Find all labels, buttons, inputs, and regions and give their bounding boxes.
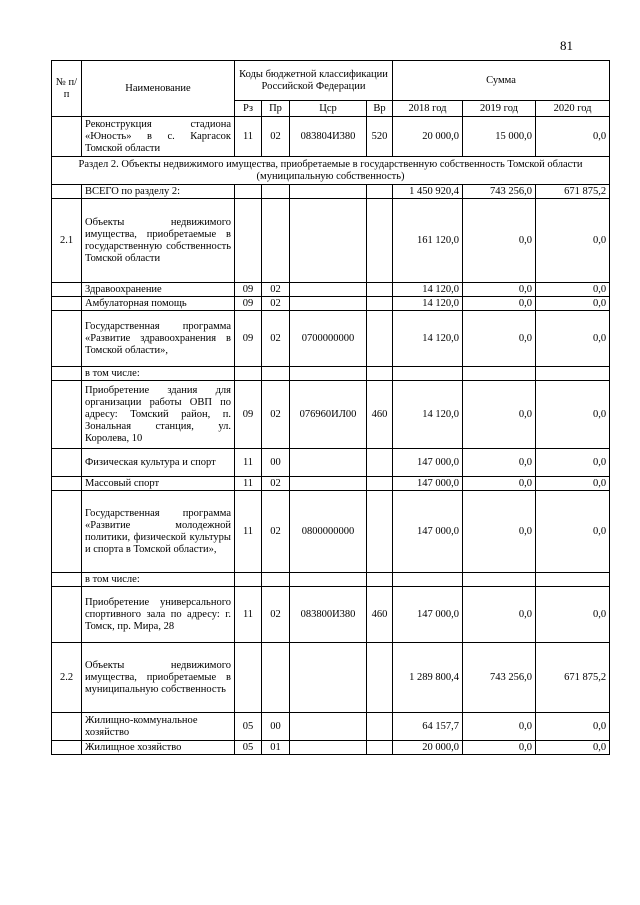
cell-csr bbox=[290, 297, 367, 311]
cell-name: Государственная программа «Развитие молодежной политики, физической культуры и спорта в Томской области», bbox=[82, 491, 235, 573]
cell-vr bbox=[367, 367, 393, 381]
cell-csr bbox=[290, 573, 367, 587]
header-codes: Коды бюджетной классификации Российской Федерации bbox=[235, 61, 393, 101]
cell-pr: 02 bbox=[262, 491, 290, 573]
cell-vr bbox=[367, 283, 393, 297]
cell-name: Физическая культура и спорт bbox=[82, 449, 235, 477]
cell-2018: 147 000,0 bbox=[393, 491, 463, 573]
cell-vr bbox=[367, 477, 393, 491]
cell-vr: 460 bbox=[367, 381, 393, 449]
cell-vr bbox=[367, 297, 393, 311]
cell-pr bbox=[262, 367, 290, 381]
header-row bbox=[52, 61, 610, 101]
cell-rz: 09 bbox=[235, 311, 262, 367]
cell-rz bbox=[235, 199, 262, 283]
header-2018: 2018 год bbox=[393, 101, 463, 117]
cell-2018: 147 000,0 bbox=[393, 587, 463, 643]
table-row bbox=[52, 367, 610, 381]
cell-2018: 14 120,0 bbox=[393, 381, 463, 449]
cell-2020 bbox=[536, 367, 610, 381]
cell-2018: 14 120,0 bbox=[393, 283, 463, 297]
cell-2019 bbox=[463, 573, 536, 587]
header-name: Наименование bbox=[82, 61, 235, 117]
header-sum: Сумма bbox=[393, 61, 610, 101]
table-row bbox=[52, 381, 610, 449]
cell-name: Амбулаторная помощь bbox=[82, 297, 235, 311]
cell-csr: 076960ИЛ00 bbox=[290, 381, 367, 449]
budget-table bbox=[51, 60, 610, 755]
cell-vr: 460 bbox=[367, 587, 393, 643]
cell-num bbox=[52, 283, 82, 297]
cell-pr: 02 bbox=[262, 283, 290, 297]
cell-name: Объекты недвижимого имущества, приобретаемые в государственную собственность Томской области bbox=[82, 199, 235, 283]
cell-2018: 14 120,0 bbox=[393, 297, 463, 311]
cell-2019: 15 000,0 bbox=[463, 117, 536, 157]
table-row bbox=[52, 477, 610, 491]
cell-2019: 0,0 bbox=[463, 587, 536, 643]
cell-name: Приобретение здания для организации работы ОВП по адресу: Томский район, п. Зональная станция, ул. Королева, 10 bbox=[82, 381, 235, 449]
cell-num: 2.1 bbox=[52, 199, 82, 283]
cell-rz: 09 bbox=[235, 283, 262, 297]
cell-2020: 0,0 bbox=[536, 587, 610, 643]
cell-csr bbox=[290, 185, 367, 199]
cell-2020: 0,0 bbox=[536, 477, 610, 491]
cell-2019: 0,0 bbox=[463, 297, 536, 311]
cell-name: в том числе: bbox=[82, 573, 235, 587]
cell-2020: 0,0 bbox=[536, 713, 610, 741]
total-row bbox=[52, 185, 610, 199]
cell-num bbox=[52, 449, 82, 477]
cell-vr bbox=[367, 311, 393, 367]
cell-pr: 02 bbox=[262, 117, 290, 157]
cell-rz bbox=[235, 185, 262, 199]
cell-2019: 743 256,0 bbox=[463, 185, 536, 199]
cell-2019: 0,0 bbox=[463, 713, 536, 741]
cell-2018: 147 000,0 bbox=[393, 449, 463, 477]
cell-rz: 11 bbox=[235, 117, 262, 157]
cell-2019 bbox=[463, 367, 536, 381]
cell-rz: 05 bbox=[235, 741, 262, 755]
cell-csr: 0800000000 bbox=[290, 491, 367, 573]
cell-pr: 02 bbox=[262, 297, 290, 311]
cell-num bbox=[52, 381, 82, 449]
header-rz: Рз bbox=[235, 101, 262, 117]
cell-num bbox=[52, 367, 82, 381]
cell-2019: 0,0 bbox=[463, 199, 536, 283]
section-title: Раздел 2. Объекты недвижимого имущества, приобретаемые в государственную собственность Томской области (муниципальную собственность) bbox=[52, 157, 610, 185]
cell-2020: 0,0 bbox=[536, 449, 610, 477]
cell-csr bbox=[290, 741, 367, 755]
table-row bbox=[52, 573, 610, 587]
cell-rz bbox=[235, 643, 262, 713]
cell-pr: 02 bbox=[262, 311, 290, 367]
cell-pr: 02 bbox=[262, 477, 290, 491]
cell-2018: 14 120,0 bbox=[393, 311, 463, 367]
cell-2019: 743 256,0 bbox=[463, 643, 536, 713]
cell-pr: 02 bbox=[262, 381, 290, 449]
cell-2019: 0,0 bbox=[463, 741, 536, 755]
cell-vr bbox=[367, 643, 393, 713]
cell-csr bbox=[290, 713, 367, 741]
cell-2020: 0,0 bbox=[536, 297, 610, 311]
cell-2018 bbox=[393, 367, 463, 381]
cell-pr bbox=[262, 643, 290, 713]
cell-name: Объекты недвижимого имущества, приобретаемые в муниципальную собственность bbox=[82, 643, 235, 713]
cell-num bbox=[52, 573, 82, 587]
cell-vr: 520 bbox=[367, 117, 393, 157]
cell-rz bbox=[235, 573, 262, 587]
cell-num bbox=[52, 491, 82, 573]
cell-pr: 00 bbox=[262, 713, 290, 741]
cell-csr bbox=[290, 643, 367, 713]
cell-num bbox=[52, 587, 82, 643]
cell-rz: 11 bbox=[235, 477, 262, 491]
header-pr: Пр bbox=[262, 101, 290, 117]
cell-2020: 0,0 bbox=[536, 117, 610, 157]
cell-csr bbox=[290, 199, 367, 283]
cell-rz: 09 bbox=[235, 381, 262, 449]
section-row bbox=[52, 157, 610, 185]
cell-2018: 1 450 920,4 bbox=[393, 185, 463, 199]
cell-2018: 20 000,0 bbox=[393, 741, 463, 755]
cell-2019: 0,0 bbox=[463, 477, 536, 491]
cell-rz: 11 bbox=[235, 491, 262, 573]
cell-2019: 0,0 bbox=[463, 491, 536, 573]
cell-vr bbox=[367, 491, 393, 573]
cell-name: ВСЕГО по разделу 2: bbox=[82, 185, 235, 199]
cell-2019: 0,0 bbox=[463, 283, 536, 297]
header-2019: 2019 год bbox=[463, 101, 536, 117]
cell-2020: 0,0 bbox=[536, 199, 610, 283]
cell-csr: 083800И380 bbox=[290, 587, 367, 643]
cell-csr bbox=[290, 477, 367, 491]
cell-2019: 0,0 bbox=[463, 311, 536, 367]
table-row bbox=[52, 449, 610, 477]
cell-num bbox=[52, 297, 82, 311]
cell-2019: 0,0 bbox=[463, 381, 536, 449]
cell-num bbox=[52, 477, 82, 491]
cell-pr bbox=[262, 573, 290, 587]
cell-vr bbox=[367, 185, 393, 199]
cell-name: Приобретение универсального спортивного зала по адресу: г. Томск, пр. Мира, 28 bbox=[82, 587, 235, 643]
cell-2018: 20 000,0 bbox=[393, 117, 463, 157]
header-num: № п/п bbox=[52, 61, 82, 117]
cell-csr bbox=[290, 449, 367, 477]
cell-num: 2.2 bbox=[52, 643, 82, 713]
cell-rz: 05 bbox=[235, 713, 262, 741]
cell-name: Жилищное хозяйство bbox=[82, 741, 235, 755]
cell-name: Массовый спорт bbox=[82, 477, 235, 491]
cell-csr bbox=[290, 283, 367, 297]
cell-pr: 00 bbox=[262, 449, 290, 477]
header-csr: Цср bbox=[290, 101, 367, 117]
cell-2018: 147 000,0 bbox=[393, 477, 463, 491]
cell-num bbox=[52, 117, 82, 157]
table-row bbox=[52, 117, 610, 157]
header-2020: 2020 год bbox=[536, 101, 610, 117]
cell-2018: 64 157,7 bbox=[393, 713, 463, 741]
cell-num bbox=[52, 713, 82, 741]
cell-name: Реконструкция стадиона «Юность» в с. Каргасок Томской области bbox=[82, 117, 235, 157]
cell-2020 bbox=[536, 573, 610, 587]
cell-name: Здравоохранение bbox=[82, 283, 235, 297]
table-row bbox=[52, 491, 610, 573]
page-number: 81 bbox=[560, 38, 573, 53]
cell-csr: 083804И380 bbox=[290, 117, 367, 157]
table-row bbox=[52, 713, 610, 741]
cell-pr bbox=[262, 185, 290, 199]
table-row bbox=[52, 297, 610, 311]
cell-name: Жилищно-коммунальное хозяйство bbox=[82, 713, 235, 741]
header-vr: Вр bbox=[367, 101, 393, 117]
cell-vr bbox=[367, 741, 393, 755]
cell-vr bbox=[367, 199, 393, 283]
cell-2020: 671 875,2 bbox=[536, 643, 610, 713]
cell-num bbox=[52, 185, 82, 199]
cell-2018: 1 289 800,4 bbox=[393, 643, 463, 713]
cell-name: в том числе: bbox=[82, 367, 235, 381]
cell-2018: 161 120,0 bbox=[393, 199, 463, 283]
cell-csr: 0700000000 bbox=[290, 311, 367, 367]
cell-rz: 11 bbox=[235, 587, 262, 643]
table-row bbox=[52, 283, 610, 297]
cell-csr bbox=[290, 367, 367, 381]
cell-2020: 0,0 bbox=[536, 741, 610, 755]
table-row bbox=[52, 741, 610, 755]
cell-vr bbox=[367, 573, 393, 587]
table-row bbox=[52, 643, 610, 713]
cell-2020: 0,0 bbox=[536, 311, 610, 367]
table-row bbox=[52, 587, 610, 643]
cell-num bbox=[52, 311, 82, 367]
cell-num bbox=[52, 741, 82, 755]
cell-2020: 0,0 bbox=[536, 381, 610, 449]
cell-2020: 0,0 bbox=[536, 283, 610, 297]
cell-2020: 0,0 bbox=[536, 491, 610, 573]
cell-vr bbox=[367, 449, 393, 477]
cell-2018 bbox=[393, 573, 463, 587]
cell-2020: 671 875,2 bbox=[536, 185, 610, 199]
cell-rz: 11 bbox=[235, 449, 262, 477]
cell-pr bbox=[262, 199, 290, 283]
cell-name: Государственная программа «Развитие здравоохранения в Томской области», bbox=[82, 311, 235, 367]
cell-rz: 09 bbox=[235, 297, 262, 311]
cell-pr: 02 bbox=[262, 587, 290, 643]
cell-vr bbox=[367, 713, 393, 741]
table-row bbox=[52, 311, 610, 367]
cell-2019: 0,0 bbox=[463, 449, 536, 477]
cell-rz bbox=[235, 367, 262, 381]
table-row bbox=[52, 199, 610, 283]
cell-pr: 01 bbox=[262, 741, 290, 755]
